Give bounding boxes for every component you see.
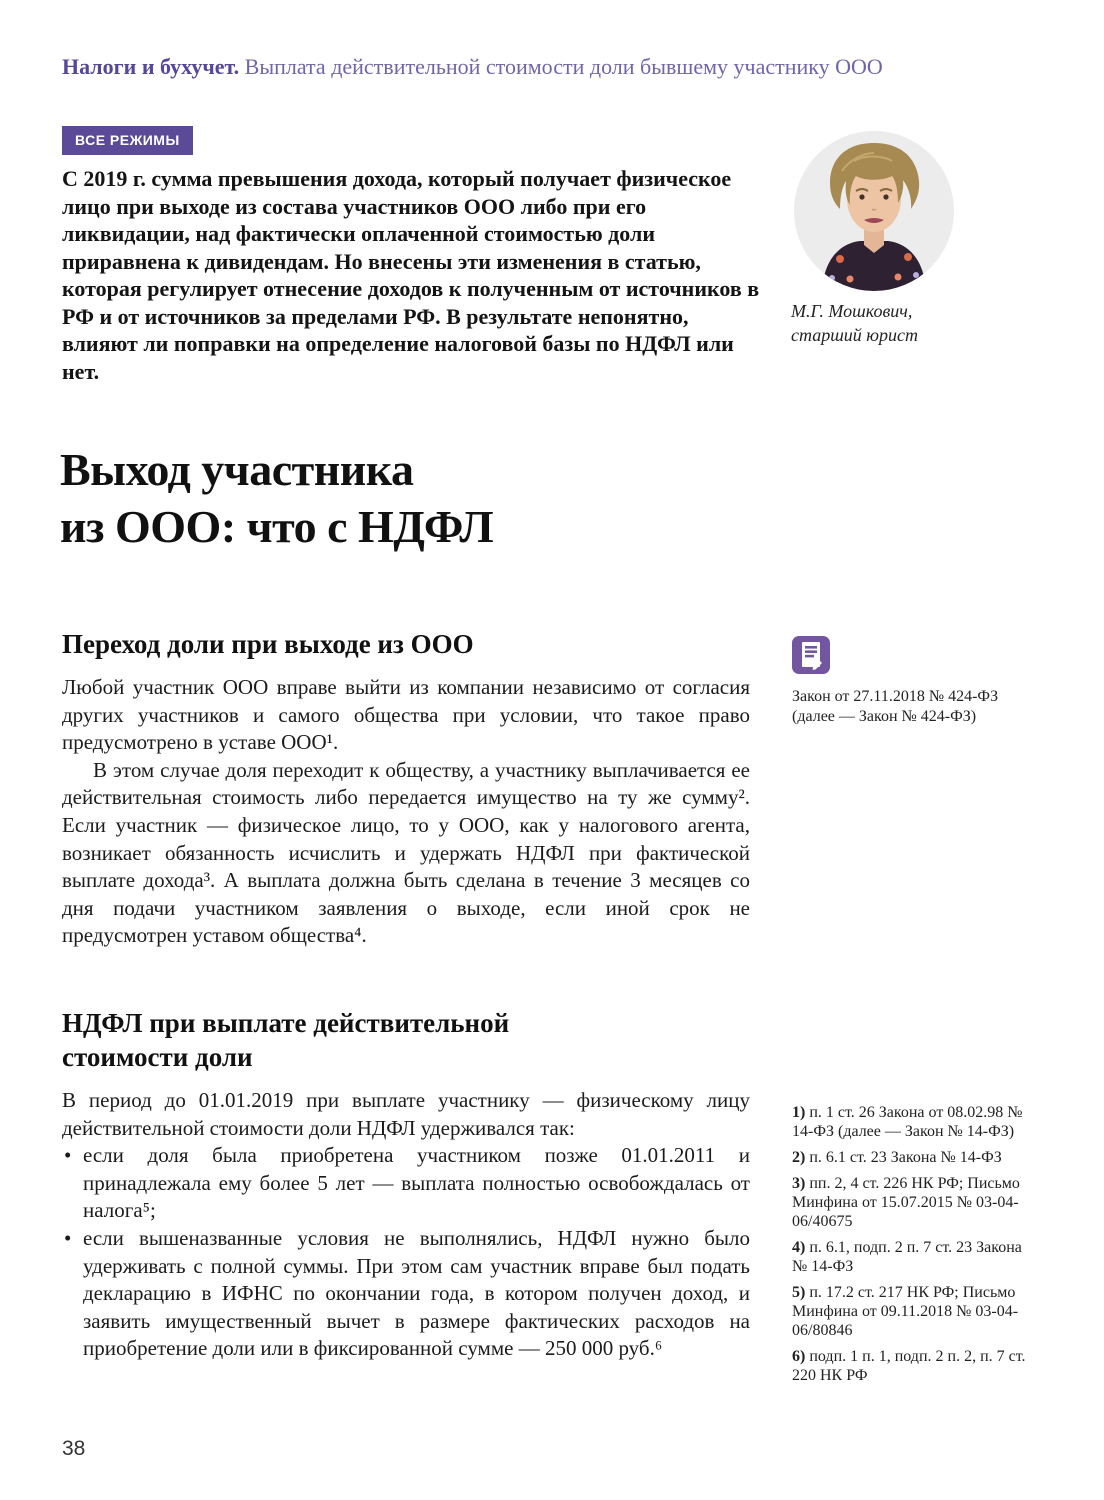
footnote-number: 3) [792,1175,806,1192]
footnotes [792,1103,1026,1392]
paragraph: В период до 01.01.2019 при выплате участнику — физическому лицу действительной стоимости доли НДФЛ удерживался так: [62,1088,750,1140]
section-heading: Переход доли при выходе из ООО [62,629,474,659]
footnote-text: п. 6.1, подп. 2 п. 7 ст. 23 Закона № 14-ФЗ [792,1239,1022,1275]
paragraph: Любой участник ООО вправе выйти из компании независимо от согласия других участников и самого общества при условии, что такое право предусмотрено в уставе ООО¹. [62,675,750,755]
regimes-badge: ВСЕ РЕЖИМЫ [62,126,193,155]
footnote-item [792,1347,1026,1385]
paragraph: В этом случае доля переходит к обществу, а участнику выплачивается ее действительная стоимость либо передается имущество на ту же сумму². Если участник — физическое лицо, то у ООО, как у налогового агента, возникает обязанность исчислить и удержать НДФЛ при фактической выплате дохода³. А выплата должна быть сделана в течение 3 месяцев со дня подачи участником заявления о выходе, если иной срок не предусмотрен уставом общества⁴. [62,757,750,948]
footnote-number: 1) [792,1104,806,1121]
lede-paragraph: С 2019 г. сумма превышения дохода, который получает физическое лицо при выходе из состава участников ООО либо при его ликвидации, над фактически оплаченной стоимостью доли приравнена к дивидендам. Но внесены эти изменения в статью, которая регулирует отнесение доходов к полученным от источников в РФ и от источников за пределами РФ. В результате непонятно, влияют ли поправки на определение налоговой базы по НДФЛ или нет. [62,166,760,384]
law-note-text [792,687,1022,726]
footnote-text: пп. 2, 4 ст. 226 НК РФ; Письмо Минфина от 15.07.2015 № 03-04-06/40675 [792,1175,1020,1230]
author-caption [791,299,1011,347]
bullet-item: • если доля была приобретена участником позже 01.01.2011 и принадлежала ему более 5 лет — выплата полностью освобождалась от налога⁵; [62,1142,750,1225]
footnote-item [792,1238,1026,1276]
law-note-line-1: Закон от 27.11.2018 № 424-ФЗ [792,688,999,705]
footnote-item [792,1103,1026,1141]
footnote-item [792,1174,1026,1231]
bullet-item: • если вышеназванные условия не выполнялись, НДФЛ нужно было удерживать с полной суммы. При этом сам участник вправе был подать декларацию в ИФНС по окончании года, в котором получен доход, и заявить имущественный вычет в размере фактических расходов на приобретение доли или в фиксированной сумме — 250 000 руб.⁶ [62,1225,750,1363]
footnote-number: 6) [792,1348,806,1365]
footnote-number: 4) [792,1239,806,1256]
footnote-text: п. 17.2 ст. 217 НК РФ; Письмо Минфина от 09.11.2018 № 03-04-06/80846 [792,1284,1019,1339]
law-note [792,636,1022,726]
footnote-text: подп. 1 п. 1, подп. 2 п. 2, п. 7 ст. 220 НК РФ [792,1348,1026,1384]
article-subject: Выплата действительной стоимости доли бывшему участнику ООО [244,54,883,79]
footnote-text: п. 6.1 ст. 23 Закона № 14-ФЗ [809,1149,1002,1166]
title-line-2: из ООО: что с НДФЛ [60,501,494,552]
section-share-transfer [62,627,750,950]
running-head [62,54,962,80]
footnote-item [792,1283,1026,1340]
title-line-1: Выход участника [60,444,414,495]
author-photo [794,131,954,291]
footnote-item [792,1148,1026,1167]
article-title [60,441,760,555]
bullet-list [62,1142,750,1363]
section-heading: НДФЛ при выплате действительной стоимости доли [62,1008,510,1072]
author-name: М.Г. Мошкович, [791,301,913,321]
rubric-title: Налоги и бухучет. [62,54,240,79]
law-document-icon [792,636,830,674]
footnote-number: 5) [792,1284,806,1301]
section-ndfl-payment [62,1006,750,1363]
footnote-number: 2) [792,1149,806,1166]
woman-portrait-photo [794,131,954,291]
page-number: 38 [62,1437,86,1460]
author-role: старший юрист [791,325,918,345]
footnote-text: п. 1 ст. 26 Закона от 08.02.98 № 14-ФЗ (далее — Закон № 14-ФЗ) [792,1104,1023,1140]
law-note-line-2: (далее — Закон № 424-ФЗ) [792,707,977,725]
